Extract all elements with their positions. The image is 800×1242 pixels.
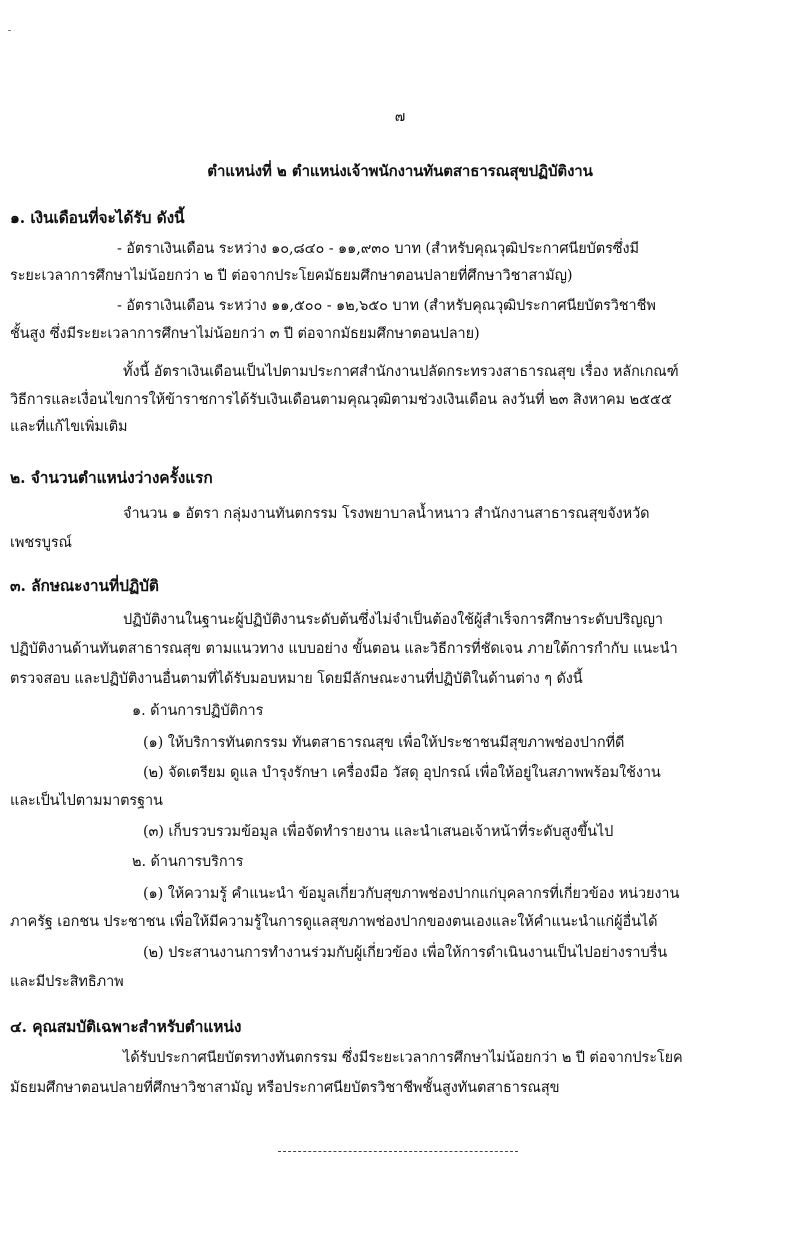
- s2-line-1: จำนวน ๑ อัตรา กลุ่มงานทันตกรรม โรงพยาบาลน้ำหนาว สำนักงานสาธารณสุขจังหวัด: [123, 506, 650, 522]
- s2-line-2: เพชรบูรณ์: [10, 535, 72, 551]
- s3-line-1: ปฏิบัติงานในฐานะผู้ปฏิบัติงานระดับต้นซึ่งไม่จำเป็นต้องใช้ผู้สำเร็จการศึกษาระดับปริญญา: [123, 612, 663, 628]
- s3-line-11: ภาครัฐ เอกชน ประชาชน เพื่อให้มีความรู้ในการดูแลสุขภาพช่องปากของตนเองและให้คำแนะนำแก่ผู้อื่นได้: [10, 914, 658, 930]
- s4-line-1: ได้รับประกาศนียบัตรทางทันตกรรม ซึ่งมีระยะเวลาการศึกษาไม่น้อยกว่า ๒ ปี ต่อจากประโยค: [123, 1050, 683, 1066]
- s1-line-2: ระยะเวลาการศึกษาไม่น้อยกว่า ๒ ปี ต่อจากประโยคมัธยมศึกษาตอนปลายที่ศึกษาวิชาสามัญ): [10, 268, 573, 284]
- s1-line-1: - อัตราเงินเดือน ระหว่าง ๑๐,๘๔๐ - ๑๑,๙๓๐ บาท (สำหรับคุณวุฒิประกาศนียบัตรซึ่งมี: [117, 241, 639, 257]
- section-2-heading: ๒. จำนวนตำแหน่งว่างครั้งแรก: [10, 468, 213, 487]
- scan-speck: [8, 30, 11, 31]
- s3-line-5: (๑) ให้บริการทันตกรรม ทันตสาธารณสุข เพื่อให้ประชาชนมีสุขภาพช่องปากที่ดี: [143, 735, 625, 751]
- s1-line-3: - อัตราเงินเดือน ระหว่าง ๑๑,๕๐๐ - ๑๒,๖๕๐ บาท (สำหรับคุณวุฒิประกาศนียบัตรวิชาชีพ: [117, 298, 656, 314]
- s3-line-9: ๒. ด้านการบริการ: [132, 854, 244, 870]
- s3-line-7: และเป็นไปตามมาตรฐาน: [10, 793, 163, 809]
- s4-line-2: มัธยมศึกษาตอนปลายที่ศึกษาวิชาสามัญ หรือประกาศนียบัตรวิชาชีพชั้นสูงทันตสาธารณสุข: [10, 1080, 560, 1096]
- section-1-heading: ๑. เงินเดือนที่จะได้รับ ดังนี้: [10, 208, 185, 227]
- s3-line-2: ปฏิบัติงานด้านทันตสาธารณสุข ตามแนวทาง แบบอย่าง ขั้นตอน และวิธีการที่ชัดเจน ภายใต้การกำกับ แนะนำ: [10, 641, 678, 657]
- s3-line-10: (๑) ให้ความรู้ คำแนะนำ ข้อมูลเกี่ยวกับสุขภาพช่องปากแก่บุคลากรที่เกี่ยวข้อง หน่วยงาน: [143, 886, 680, 902]
- s1-line-5: ทั้งนี้ อัตราเงินเดือนเป็นไปตามประกาศสำนักงานปลัดกระทรวงสาธารณสุข เรื่อง หลักเกณฑ์: [123, 364, 679, 380]
- s3-line-6: (๒) จัดเตรียม ดูแล บำรุงรักษา เครื่องมือ วัสดุ อุปกรณ์ เพื่อให้อยู่ในสภาพพร้อมใช้งาน: [143, 765, 661, 781]
- s3-line-8: (๓) เก็บรวบรวมข้อมูล เพื่อจัดทำรายงาน และนำเสนอเจ้าหน้าที่ระดับสูงขึ้นไป: [143, 824, 614, 840]
- end-divider: [278, 1151, 518, 1152]
- section-3-heading: ๓. ลักษณะงานที่ปฏิบัติ: [10, 576, 159, 595]
- s1-line-7: และที่แก้ไขเพิ่มเติม: [10, 419, 128, 435]
- s3-line-13: และมีประสิทธิภาพ: [10, 974, 124, 990]
- s1-line-6: วิธีการและเงื่อนไขการให้ข้าราชการได้รับเงินเดือนตามคุณวุฒิตามช่วงเงินเดือน ลงวันที่ ๒๓ สิงหาคม ๒๕๕๕: [10, 392, 672, 408]
- s1-line-4: ชั้นสูง ซึ่งมีระยะเวลาการศึกษาไม่น้อยกว่า ๓ ปี ต่อจากมัธยมศึกษาตอนปลาย): [10, 326, 480, 342]
- s3-line-12: (๒) ประสานงานการทำงานร่วมกับผู้เกี่ยวข้อง เพื่อให้การดำเนินงานเป็นไปอย่างราบรื่น: [143, 945, 668, 961]
- section-4-heading: ๔. คุณสมบัติเฉพาะสำหรับตำแหน่ง: [10, 1017, 242, 1036]
- page-title: ตำแหน่งที่ ๒ ตำแหน่งเจ้าพนักงานทันตสาธารณสุขปฏิบัติงาน: [207, 162, 593, 180]
- page-number: ๗: [394, 109, 406, 125]
- s3-line-4: ๑. ด้านการปฏิบัติการ: [132, 703, 264, 719]
- s3-line-3: ตรวจสอบ และปฏิบัติงานอื่นตามที่ได้รับมอบหมาย โดยมีลักษณะงานที่ปฏิบัติในด้านต่าง ๆ ดังนี้: [10, 671, 583, 687]
